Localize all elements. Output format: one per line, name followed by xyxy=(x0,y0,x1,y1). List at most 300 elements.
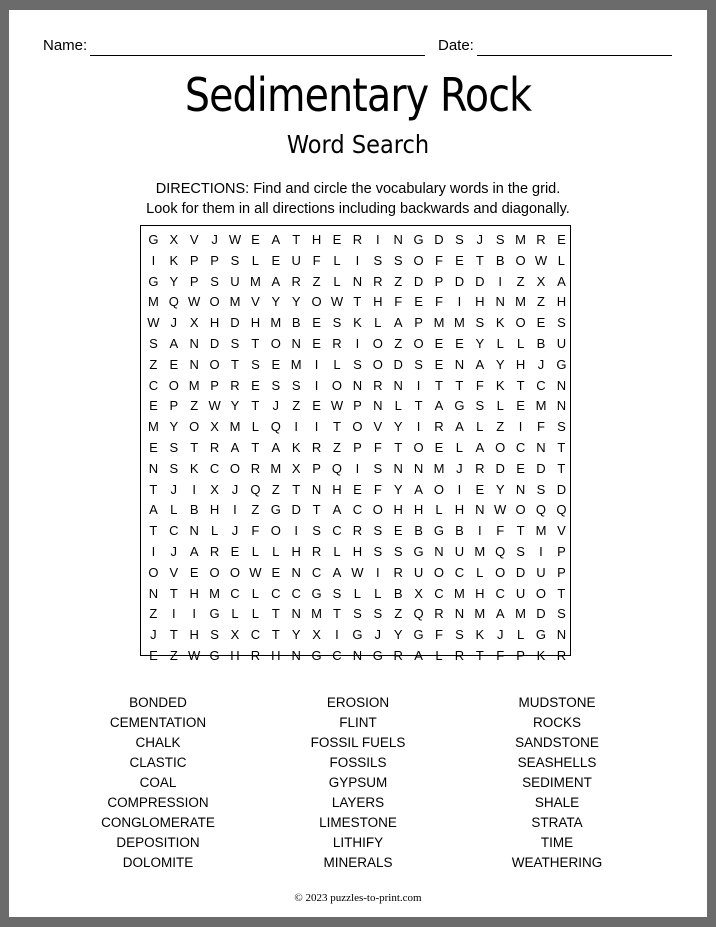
grid-letter[interactable]: M xyxy=(229,294,241,310)
grid-letter[interactable]: T xyxy=(353,294,362,310)
grid-letter[interactable]: L xyxy=(251,419,260,435)
grid-letter[interactable]: S xyxy=(414,356,423,372)
grid-letter[interactable]: R xyxy=(434,606,444,622)
grid-letter[interactable]: S xyxy=(557,606,566,622)
grid-letter[interactable]: L xyxy=(516,627,525,643)
grid-letter[interactable]: Z xyxy=(394,606,403,622)
grid-letter[interactable]: J xyxy=(211,232,218,247)
grid-letter[interactable]: H xyxy=(515,356,526,372)
grid-letter[interactable]: I xyxy=(457,294,462,310)
grid-letter[interactable]: X xyxy=(536,273,546,289)
grid-letter[interactable]: Y xyxy=(475,336,485,351)
grid-letter[interactable]: K xyxy=(189,460,199,476)
grid-letter[interactable]: E xyxy=(271,564,281,580)
grid-letter[interactable]: J xyxy=(456,460,463,476)
grid-letter[interactable]: E xyxy=(271,252,281,268)
grid-letter[interactable]: Y xyxy=(230,398,240,414)
grid-letter[interactable]: E xyxy=(149,648,158,663)
grid-letter[interactable]: J xyxy=(272,398,280,414)
grid-letter[interactable]: L xyxy=(251,252,260,268)
grid-letter[interactable]: D xyxy=(475,273,485,289)
grid-letter[interactable]: R xyxy=(556,648,567,663)
grid-letter[interactable]: W xyxy=(188,648,201,663)
grid-letter[interactable]: C xyxy=(434,585,444,601)
grid-letter[interactable]: M xyxy=(535,398,547,414)
grid-letter[interactable]: T xyxy=(557,460,566,476)
grid-letter[interactable]: L xyxy=(455,440,464,455)
grid-letter[interactable]: S xyxy=(169,460,179,476)
grid-letter[interactable]: O xyxy=(433,564,445,580)
grid-letter[interactable]: I xyxy=(539,544,543,559)
grid-letter[interactable]: F xyxy=(496,523,505,539)
grid-letter[interactable]: S xyxy=(475,315,485,331)
grid-letter[interactable]: D xyxy=(209,336,220,351)
grid-letter[interactable]: K xyxy=(169,252,179,268)
grid-letter[interactable]: N xyxy=(352,648,363,663)
grid-letter[interactable]: S xyxy=(557,419,566,435)
grid-letter[interactable]: M xyxy=(188,377,200,393)
grid-letter[interactable]: H xyxy=(332,481,342,497)
grid-letter[interactable]: Y xyxy=(169,419,179,435)
grid-letter[interactable]: O xyxy=(148,564,159,580)
grid-letter[interactable]: E xyxy=(312,336,321,351)
grid-letter[interactable]: T xyxy=(557,585,566,601)
grid-letter[interactable]: L xyxy=(333,544,341,559)
grid-letter[interactable]: M xyxy=(249,273,261,289)
grid-letter[interactable]: F xyxy=(394,294,403,310)
grid-letter[interactable]: W xyxy=(330,294,344,310)
grid-letter[interactable]: Q xyxy=(413,606,424,622)
grid-letter[interactable]: T xyxy=(414,398,423,414)
grid-letter[interactable]: K xyxy=(495,315,505,331)
grid-letter[interactable]: Z xyxy=(190,398,199,414)
grid-letter[interactable]: B xyxy=(189,502,199,518)
grid-letter[interactable]: X xyxy=(312,627,321,643)
grid-letter[interactable]: O xyxy=(515,502,526,518)
grid-letter[interactable]: N xyxy=(413,460,424,476)
grid-letter[interactable]: E xyxy=(271,356,281,372)
grid-letter[interactable]: P xyxy=(414,315,423,331)
grid-letter[interactable]: O xyxy=(209,294,220,310)
grid-letter[interactable]: G xyxy=(413,232,424,247)
grid-letter[interactable]: Y xyxy=(393,627,403,643)
grid-letter[interactable]: M xyxy=(209,585,220,601)
grid-letter[interactable]: H xyxy=(271,648,281,663)
grid-letter[interactable]: D xyxy=(536,606,546,622)
grid-letter[interactable]: C xyxy=(332,523,342,539)
grid-letter[interactable]: M xyxy=(433,460,445,476)
grid-letter[interactable]: T xyxy=(455,377,464,393)
grid-letter[interactable]: E xyxy=(312,398,321,414)
grid-letter[interactable]: E xyxy=(434,440,444,455)
grid-letter[interactable]: T xyxy=(190,440,199,455)
grid-letter[interactable]: L xyxy=(496,336,504,351)
grid-letter[interactable]: K xyxy=(475,627,485,643)
grid-letter[interactable]: Y xyxy=(495,481,505,497)
grid-letter[interactable]: R xyxy=(311,440,322,455)
grid-letter[interactable]: G xyxy=(535,627,547,643)
grid-letter[interactable]: T xyxy=(169,585,178,601)
grid-letter[interactable]: P xyxy=(516,648,525,663)
grid-letter[interactable]: S xyxy=(393,252,403,268)
grid-letter[interactable]: H xyxy=(373,294,383,310)
grid-letter[interactable]: I xyxy=(335,627,339,643)
grid-letter[interactable]: G xyxy=(311,648,322,663)
grid-letter[interactable]: I xyxy=(151,544,156,559)
grid-letter[interactable]: S xyxy=(230,336,240,351)
grid-letter[interactable]: Z xyxy=(292,398,301,414)
grid-letter[interactable]: O xyxy=(413,336,424,351)
grid-letter[interactable]: O xyxy=(372,336,383,351)
grid-letter[interactable]: S xyxy=(373,252,383,268)
grid-letter[interactable]: N xyxy=(556,627,567,643)
grid-letter[interactable]: I xyxy=(314,377,319,393)
grid-letter[interactable]: E xyxy=(434,336,444,351)
grid-letter[interactable]: C xyxy=(271,585,281,601)
grid-letter[interactable]: E xyxy=(230,544,240,559)
grid-letter[interactable]: T xyxy=(516,377,525,393)
grid-letter[interactable]: N xyxy=(556,377,567,393)
grid-letter[interactable]: S xyxy=(495,232,505,247)
grid-letter[interactable]: T xyxy=(251,336,260,351)
grid-letter[interactable]: K xyxy=(353,315,362,331)
grid-letter[interactable]: N xyxy=(189,336,199,351)
grid-letter[interactable]: O xyxy=(270,336,281,351)
grid-letter[interactable]: I xyxy=(498,273,502,289)
grid-letter[interactable]: P xyxy=(434,273,444,289)
grid-letter[interactable]: R xyxy=(311,544,322,559)
grid-letter[interactable]: N xyxy=(454,606,465,622)
grid-letter[interactable]: G xyxy=(352,627,363,643)
grid-letter[interactable]: S xyxy=(516,544,525,559)
grid-letter[interactable]: B xyxy=(414,523,423,539)
grid-letter[interactable]: Y xyxy=(393,481,403,497)
grid-letter[interactable]: F xyxy=(251,523,260,539)
grid-letter[interactable]: S xyxy=(455,232,464,247)
grid-letter[interactable]: B xyxy=(291,315,301,331)
grid-letter[interactable]: J xyxy=(537,356,545,372)
grid-letter[interactable]: V xyxy=(169,564,179,580)
grid-letter[interactable]: N xyxy=(352,377,363,393)
grid-letter[interactable]: V xyxy=(189,232,199,247)
grid-letter[interactable]: L xyxy=(557,252,566,268)
grid-letter[interactable]: D xyxy=(454,273,465,289)
grid-letter[interactable]: M xyxy=(453,315,465,331)
grid-letter[interactable]: R xyxy=(209,544,220,559)
grid-letter[interactable]: S xyxy=(536,481,546,497)
grid-letter[interactable]: H xyxy=(475,294,485,310)
grid-letter[interactable]: S xyxy=(475,398,485,414)
grid-letter[interactable]: T xyxy=(333,606,341,622)
grid-letter[interactable]: A xyxy=(271,440,281,455)
grid-letter[interactable]: S xyxy=(332,585,342,601)
grid-letter[interactable]: R xyxy=(250,460,261,476)
grid-letter[interactable]: A xyxy=(455,419,464,435)
grid-letter[interactable]: X xyxy=(414,585,423,601)
grid-letter[interactable]: O xyxy=(413,440,424,455)
grid-letter[interactable]: Y xyxy=(495,356,505,372)
grid-letter[interactable]: M xyxy=(453,585,465,601)
grid-letter[interactable]: C xyxy=(311,564,322,580)
grid-letter[interactable]: G xyxy=(433,523,445,539)
grid-letter[interactable]: F xyxy=(312,252,321,268)
grid-letter[interactable]: L xyxy=(170,502,178,518)
grid-letter[interactable]: I xyxy=(192,481,196,497)
grid-letter[interactable]: G xyxy=(270,502,281,518)
grid-letter[interactable]: M xyxy=(433,315,445,331)
grid-letter[interactable]: P xyxy=(189,273,199,289)
grid-letter[interactable]: H xyxy=(393,502,403,518)
grid-letter[interactable]: A xyxy=(414,648,423,663)
grid-letter[interactable]: S xyxy=(271,377,281,393)
grid-letter[interactable]: J xyxy=(170,481,178,497)
grid-letter[interactable]: L xyxy=(210,523,219,539)
grid-letter[interactable]: O xyxy=(352,419,363,435)
grid-letter[interactable]: U xyxy=(515,585,526,601)
grid-letter[interactable]: Q xyxy=(168,294,179,310)
grid-letter[interactable]: I xyxy=(375,232,380,247)
grid-letter[interactable]: H xyxy=(413,502,424,518)
grid-letter[interactable]: U xyxy=(454,544,465,559)
grid-letter[interactable]: Y xyxy=(169,273,179,289)
grid-letter[interactable]: F xyxy=(435,627,443,643)
grid-letter[interactable]: R xyxy=(536,232,546,247)
grid-letter[interactable]: N xyxy=(454,356,465,372)
grid-letter[interactable]: F xyxy=(435,294,443,310)
grid-letter[interactable]: N xyxy=(148,460,159,476)
grid-letter[interactable]: X xyxy=(210,419,219,435)
grid-letter[interactable]: N xyxy=(475,502,485,518)
grid-letter[interactable]: O xyxy=(495,564,506,580)
grid-letter[interactable]: C xyxy=(495,585,505,601)
grid-letter[interactable]: S xyxy=(210,627,219,643)
grid-letter[interactable]: T xyxy=(149,481,158,497)
grid-letter[interactable]: H xyxy=(454,502,465,518)
grid-letter[interactable]: T xyxy=(557,440,566,455)
grid-letter[interactable]: M xyxy=(311,606,322,622)
grid-letter[interactable]: Y xyxy=(291,627,301,643)
grid-letter[interactable]: H xyxy=(475,585,485,601)
grid-letter[interactable]: O xyxy=(270,523,281,539)
grid-letter[interactable]: I xyxy=(355,252,360,268)
grid-letter[interactable]: L xyxy=(394,398,402,414)
grid-letter[interactable]: C xyxy=(148,377,159,393)
grid-letter[interactable]: N xyxy=(311,481,322,497)
grid-letter[interactable]: X xyxy=(291,460,301,476)
grid-letter[interactable]: D xyxy=(413,273,424,289)
grid-letter[interactable]: L xyxy=(333,273,341,289)
grid-letter[interactable]: I xyxy=(233,502,237,518)
grid-letter[interactable]: T xyxy=(169,627,178,643)
grid-letter[interactable]: Y xyxy=(291,294,301,310)
grid-letter[interactable]: O xyxy=(515,252,526,268)
grid-letter[interactable]: E xyxy=(251,232,260,247)
grid-letter[interactable]: E xyxy=(536,315,546,331)
grid-letter[interactable]: A xyxy=(434,398,444,414)
grid-letter[interactable]: D xyxy=(230,315,240,331)
grid-letter[interactable]: E xyxy=(516,398,525,414)
grid-letter[interactable]: P xyxy=(210,377,219,393)
grid-letter[interactable]: Q xyxy=(250,481,261,497)
grid-letter[interactable]: T xyxy=(394,440,403,455)
grid-letter[interactable]: E xyxy=(393,523,403,539)
grid-letter[interactable]: N xyxy=(291,336,301,351)
grid-letter[interactable]: L xyxy=(251,606,260,622)
grid-letter[interactable]: H xyxy=(209,315,220,331)
grid-letter[interactable]: J xyxy=(150,627,157,643)
grid-letter[interactable]: O xyxy=(189,419,200,435)
grid-letter[interactable]: H xyxy=(189,627,199,643)
grid-letter[interactable]: S xyxy=(373,544,383,559)
grid-letter[interactable]: Z xyxy=(394,336,403,351)
grid-letter[interactable]: I xyxy=(477,523,482,539)
grid-letter[interactable]: C xyxy=(454,564,465,580)
grid-letter[interactable]: K xyxy=(495,377,505,393)
grid-letter[interactable]: Q xyxy=(270,419,281,435)
grid-letter[interactable]: C xyxy=(352,502,363,518)
grid-letter[interactable]: G xyxy=(209,648,220,663)
grid-letter[interactable]: D xyxy=(434,232,444,247)
grid-letter[interactable]: A xyxy=(495,606,505,622)
grid-letter[interactable]: S xyxy=(312,523,321,539)
grid-letter[interactable]: S xyxy=(230,252,240,268)
grid-letter[interactable]: P xyxy=(353,440,362,455)
grid-letter[interactable]: Q xyxy=(495,544,506,559)
grid-letter[interactable]: M xyxy=(474,544,486,559)
grid-letter[interactable]: K xyxy=(536,648,546,663)
grid-letter[interactable]: D xyxy=(495,460,505,476)
grid-letter[interactable]: F xyxy=(435,252,443,268)
grid-letter[interactable]: G xyxy=(413,544,424,559)
grid-letter[interactable]: E xyxy=(312,315,321,331)
grid-letter[interactable]: T xyxy=(271,627,280,643)
grid-letter[interactable]: U xyxy=(230,273,240,289)
grid-letter[interactable]: C xyxy=(291,585,301,601)
grid-letter[interactable]: C xyxy=(169,523,179,539)
grid-letter[interactable]: W xyxy=(208,398,221,414)
grid-letter[interactable]: O xyxy=(311,294,322,310)
grid-letter[interactable]: A xyxy=(475,440,485,455)
grid-letter[interactable]: O xyxy=(372,356,383,372)
grid-letter[interactable]: I xyxy=(294,523,298,539)
grid-letter[interactable]: Z xyxy=(312,273,321,289)
grid-letter[interactable]: C xyxy=(515,440,526,455)
grid-letter[interactable]: S xyxy=(353,356,362,372)
grid-letter[interactable]: E xyxy=(251,377,260,393)
grid-letter[interactable]: S xyxy=(353,606,362,622)
grid-letter[interactable]: S xyxy=(557,315,566,331)
grid-letter[interactable]: L xyxy=(231,606,239,622)
grid-letter[interactable]: W xyxy=(228,232,242,247)
grid-letter[interactable]: G xyxy=(209,606,220,622)
grid-letter[interactable]: T xyxy=(231,356,239,372)
grid-letter[interactable]: H xyxy=(250,315,261,331)
grid-letter[interactable]: K xyxy=(291,440,301,455)
grid-letter[interactable]: R xyxy=(250,648,261,663)
grid-letter[interactable]: B xyxy=(455,523,464,539)
grid-letter[interactable]: Y xyxy=(271,294,281,310)
grid-letter[interactable]: G xyxy=(148,273,159,289)
grid-letter[interactable]: W xyxy=(351,564,364,580)
grid-letter[interactable]: E xyxy=(169,356,179,372)
grid-letter[interactable]: N xyxy=(393,377,403,393)
grid-letter[interactable]: N xyxy=(189,356,199,372)
grid-letter[interactable]: R xyxy=(352,232,363,247)
grid-letter[interactable]: N xyxy=(556,398,567,414)
grid-letter[interactable]: Z xyxy=(149,356,158,372)
grid-letter[interactable]: T xyxy=(312,502,321,518)
grid-letter[interactable]: H xyxy=(209,502,220,518)
grid-letter[interactable]: M xyxy=(270,460,282,476)
name-line[interactable] xyxy=(90,55,425,56)
grid-letter[interactable]: E xyxy=(414,294,423,310)
grid-letter[interactable]: E xyxy=(149,398,158,414)
grid-letter[interactable]: R xyxy=(454,648,465,663)
grid-letter[interactable]: S xyxy=(332,315,342,331)
grid-letter[interactable]: A xyxy=(557,273,566,289)
grid-letter[interactable]: I xyxy=(457,481,462,497)
grid-letter[interactable]: R xyxy=(393,564,403,580)
grid-letter[interactable]: E xyxy=(557,232,566,247)
grid-letter[interactable]: G xyxy=(556,356,567,372)
grid-letter[interactable]: I xyxy=(294,419,298,435)
grid-letter[interactable]: O xyxy=(229,564,241,580)
grid-letter[interactable]: N xyxy=(515,481,526,497)
grid-letter[interactable]: A xyxy=(230,440,240,455)
grid-letter[interactable]: Z xyxy=(537,294,545,310)
grid-letter[interactable]: O xyxy=(229,460,241,476)
grid-letter[interactable]: J xyxy=(231,523,239,539)
grid-letter[interactable]: G xyxy=(413,627,424,643)
grid-letter[interactable]: S xyxy=(149,336,158,351)
grid-letter[interactable]: L xyxy=(435,502,443,518)
grid-letter[interactable]: T xyxy=(333,419,341,435)
grid-letter[interactable]: N xyxy=(291,606,301,622)
grid-letter[interactable]: O xyxy=(331,377,343,393)
grid-letter[interactable]: L xyxy=(374,315,382,331)
grid-letter[interactable]: R xyxy=(291,273,301,289)
grid-letter[interactable]: L xyxy=(374,585,382,601)
grid-letter[interactable]: H xyxy=(311,232,322,247)
grid-letter[interactable]: L xyxy=(476,419,484,435)
grid-letter[interactable]: U xyxy=(291,252,301,268)
grid-letter[interactable]: N xyxy=(373,398,383,414)
grid-letter[interactable]: F xyxy=(496,648,505,663)
grid-letter[interactable]: D xyxy=(515,564,526,580)
grid-letter[interactable]: A xyxy=(271,273,281,289)
grid-letter[interactable]: T xyxy=(516,523,525,539)
grid-letter[interactable]: F xyxy=(475,377,484,393)
grid-letter[interactable]: R xyxy=(475,460,485,476)
grid-letter[interactable]: X xyxy=(230,627,240,643)
grid-letter[interactable]: O xyxy=(413,252,424,268)
grid-letter[interactable]: I xyxy=(355,336,360,351)
grid-letter[interactable]: I xyxy=(375,564,380,580)
grid-letter[interactable]: P xyxy=(312,460,321,476)
grid-letter[interactable]: L xyxy=(251,585,260,601)
grid-letter[interactable]: I xyxy=(416,419,421,435)
grid-letter[interactable]: A xyxy=(169,336,179,351)
grid-letter[interactable]: W xyxy=(534,252,548,268)
grid-letter[interactable]: E xyxy=(455,336,464,351)
grid-letter[interactable]: Q xyxy=(331,460,343,476)
grid-letter[interactable]: O xyxy=(209,356,220,372)
grid-letter[interactable]: Z xyxy=(169,648,178,663)
grid-letter[interactable]: V xyxy=(373,419,383,435)
grid-letter[interactable]: H xyxy=(556,294,567,310)
grid-letter[interactable]: D xyxy=(556,481,567,497)
grid-letter[interactable]: N xyxy=(291,648,301,663)
